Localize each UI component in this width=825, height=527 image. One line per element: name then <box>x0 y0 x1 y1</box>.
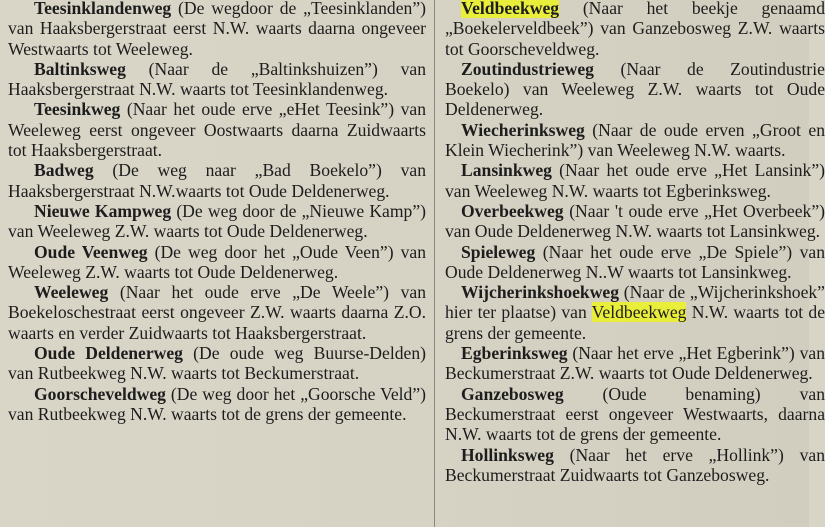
entry-lansinkweg <box>445 160 825 201</box>
street-description: (De weg door de „Nieuwe Kamp”) van Weeleweg Z.W. waarts tot Oude Deldenerweg. <box>8 200 426 242</box>
entry-oude-veenweg <box>8 242 426 283</box>
entry-veldbeekweg <box>445 0 825 59</box>
entry-goorscheveldweg <box>8 384 426 425</box>
entry-wiecherinksweg <box>445 120 825 161</box>
street-description: (Naar het erve „Het Egberink”) van Beckumerstraat Z.W. waarts tot Oude Deldenerweg. <box>445 343 825 384</box>
entry-hollinksweg <box>445 445 825 486</box>
street-description: (De weg door het „Oude Veen”) van Weeleweg Z.W. waarts tot Oude Deldenerweg. <box>8 241 426 282</box>
street-description: (Naar het beekje genaamd „Boekelerveldbeek”) van Ganzebosweg Z.W. waarts tot Goorscheveldweg. <box>445 0 825 59</box>
column-divider <box>434 0 435 527</box>
street-description: (De oude weg Buurse-Delden) van Rutbeekweg N.W. waarts tot Beckumerstraat. <box>8 343 426 384</box>
street-description: (Naar het oude erve „Het Lansink”) van Weeleweg N.W. waarts tot Egberinksweg. <box>445 160 825 201</box>
entry-oude-deldenerweg <box>8 343 426 384</box>
entry-egberinksweg <box>445 343 825 384</box>
entry-weeleweg <box>8 282 426 343</box>
street-name: Baltinksweg <box>34 58 126 79</box>
street-name: Teesinkweg <box>34 99 121 120</box>
right-column <box>445 0 825 485</box>
street-description: (Naar de Zoutindustrie Boekelo) van Weeleweg Z.W. waarts tot Oude Deldenerweg. <box>445 58 825 120</box>
street-description: (De weg naar „Bad Boekelo”) van Haaksbergerstraat N.W.waarts tot Oude Deldenerweg. <box>8 160 426 201</box>
street-description: (Naar 't oude erve „Het Overbeek”) van Oude Deldenerweg N.W. waarts tot Lansinkweg. <box>445 200 825 242</box>
street-description: (De weg door het „Goorsche Veld”) van Rutbeekweg N.W. waarts tot de grens der gemeente. <box>8 383 426 424</box>
street-name: Wiecherinksweg <box>461 119 585 140</box>
entry-zoutindustrieweg <box>445 59 825 120</box>
entry-wijcherinkshoekweg <box>445 282 825 343</box>
entry-overbeekweg <box>445 201 825 242</box>
street-description: (Naar het erve „Hollink”) van Beckumerstraat Zuidwaarts tot Ganzebosweg. <box>445 444 825 485</box>
entry-nieuwe-kampweg <box>8 201 426 242</box>
street-name: Oude Deldenerweg <box>34 343 183 364</box>
street-name: Lansinkweg <box>461 160 552 181</box>
street-description: (Naar de oude erven „Groot en Klein Wiecherink”) van Weeleweg N.W. waarts. <box>445 119 825 161</box>
street-name: Egberinksweg <box>461 343 568 364</box>
entry-spieleweg <box>445 242 825 283</box>
entry-badweg <box>8 160 426 201</box>
street-name: Overbeekweg <box>461 200 564 221</box>
street-description: (Naar het oude erve „eHet Teesink”) van Weeleweg eerst ongeveer Oostwaarts daarna Zuidwaarts tot Haaksbergerstraat. <box>8 99 426 161</box>
street-description: (Oude benaming) van Beckumerstraat eerst ongeveer Westwaarts, daarna N.W. waarts tot de grens der gemeente. <box>445 383 825 445</box>
street-description: (De wegdoor de „Teesinklanden”) van Haaksbergerstraat eerst N.W. waarts daarna ongeveer Westwaarts tot Weeleweg. <box>8 0 426 59</box>
street-name: Ganzebosweg <box>461 383 564 404</box>
entry-baltinksweg <box>8 59 426 100</box>
street-name: Weeleweg <box>34 282 109 303</box>
entry-teesinklandenweg <box>8 0 426 59</box>
street-description: (Naar de „Baltinkshuizen”) van Haaksbergerstraat N.W. waarts tot Teesinklandenweg. <box>8 58 426 100</box>
highlighted-street-reference: Veldbeekweg <box>591 302 687 323</box>
street-name: Spieleweg <box>461 241 536 262</box>
street-name: Goorscheveldweg <box>34 383 166 404</box>
entry-teesinkweg <box>8 99 426 160</box>
entry-ganzebosweg <box>445 384 825 445</box>
street-name: Hollinksweg <box>461 444 554 465</box>
street-description: (Naar de „Wijcherinkshoek” hier ter plaatse) van <box>445 282 825 323</box>
street-description-end: N.W. waarts tot de grens der gemeente. <box>445 302 825 343</box>
street-name: Badweg <box>34 160 94 181</box>
street-name: Wijcherinkshoekweg <box>461 282 620 303</box>
street-name: Oude Veenweg <box>34 241 148 262</box>
street-name: Nieuwe Kampweg <box>34 200 172 221</box>
left-column <box>8 0 426 424</box>
street-description: (Naar het oude erve „De Weele”) van Boekeloschestraat eerst ongeveer Z.W. waarts daarna Z.O. waarts en verder Zuidwaarts tot Haaksbergerstraat. <box>8 282 426 343</box>
highlighted-street-name: Veldbeekweg <box>461 0 560 18</box>
street-description: (Naar het oude erve „De Spiele”) van Oude Deldenerweg N..W waarts tot Lansinkweg. <box>445 241 825 282</box>
street-name: Zoutindustrieweg <box>461 58 594 79</box>
street-name: Teesinklandenweg <box>34 0 172 18</box>
